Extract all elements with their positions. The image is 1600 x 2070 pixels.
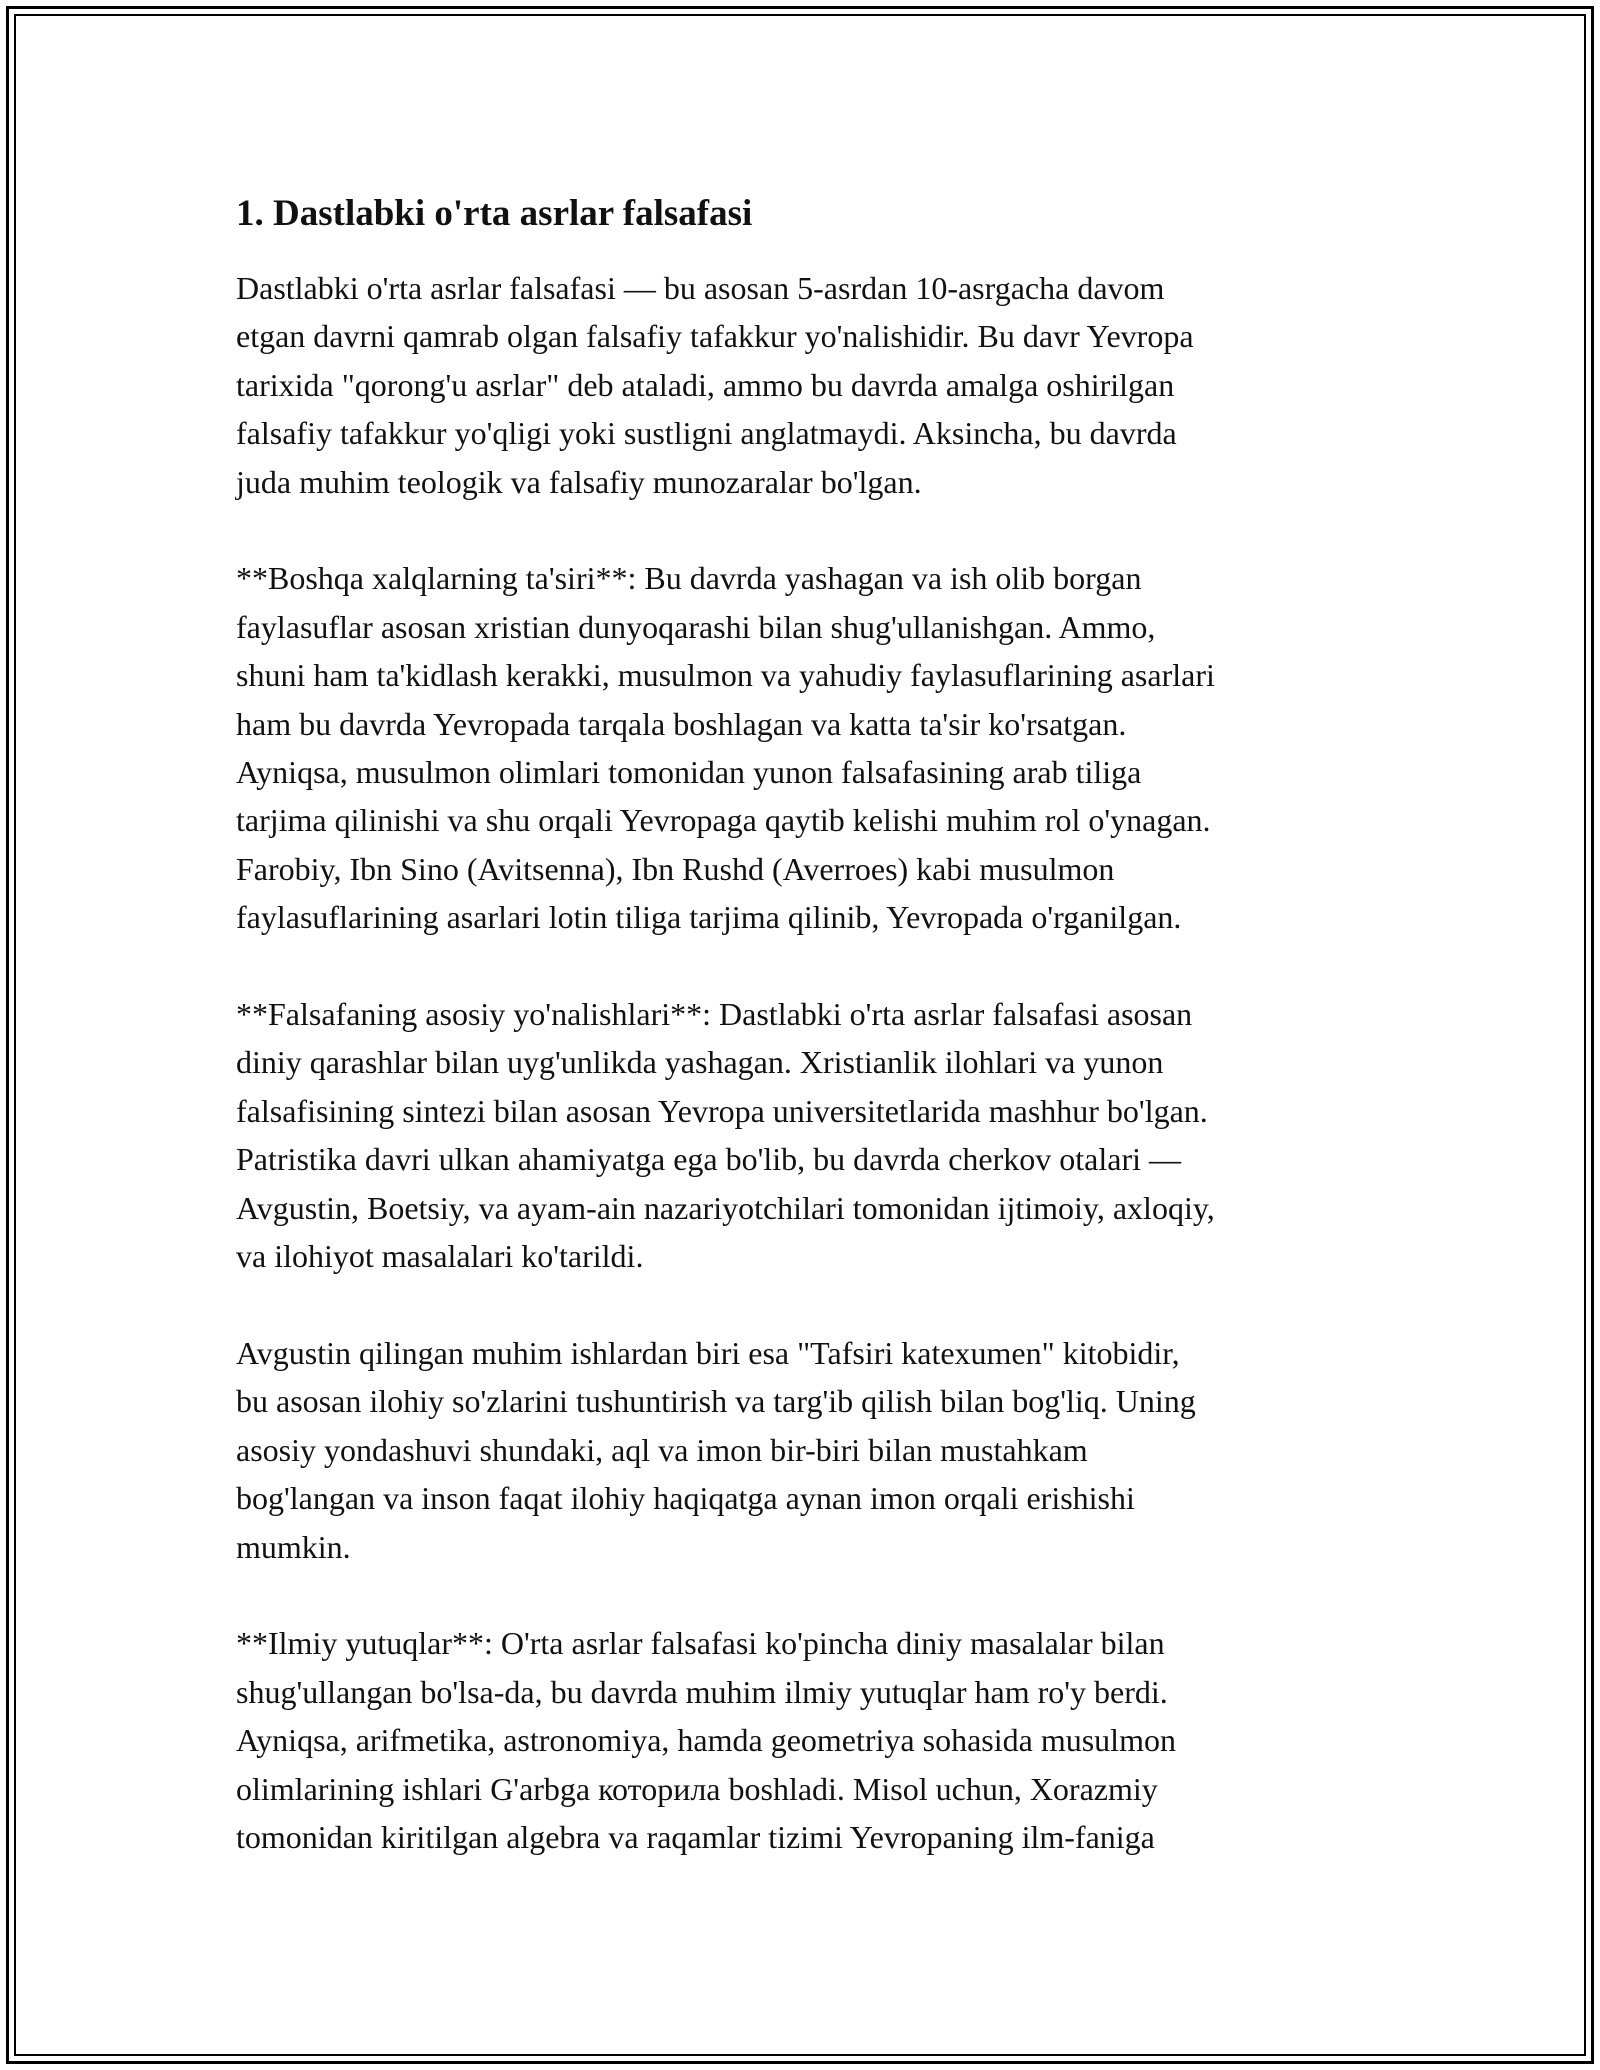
text-line: tarixida "qorong'u asrlar" deb ataladi, ammo bu davrda amalga oshirilgan: [236, 366, 1175, 403]
text-line: Patristika davri ulkan ahamiyatga ega bo'lib, bu davrda cherkov otalari —: [236, 1141, 1182, 1178]
text-line: tarjima qilinishi va shu orqali Yevropaga qaytib kelishi muhim rol o'ynagan.: [236, 802, 1211, 839]
text-line: Avgustin qilingan muhim ishlardan biri esa "Tafsiri katexumen" kitobidir,: [236, 1334, 1180, 1371]
text-line: va ilohiyot masalalari ko'tarildi.: [236, 1238, 644, 1275]
text-line: falsafisining sintezi bilan asosan Yevropa universitetlarida mashhur bo'lgan.: [236, 1092, 1208, 1129]
text-line: **Falsafaning asosiy yo'nalishlari**: Dastlabki o'rta asrlar falsafasi asosan: [236, 996, 1193, 1033]
text-line: faylasuflarining asarlari lotin tiliga tarjima qilinib, Yevropada o'rganilgan.: [236, 899, 1182, 936]
text-line: **Boshqa xalqlarning ta'siri**: Bu davrda yashagan va ish olib borgan: [236, 560, 1142, 597]
text-line: Avgustin, Boetsiy, va ayam-ain nazariyotchilari tomonidan ijtimoiy, axloqiy,: [236, 1189, 1215, 1226]
text-line: olimlarining ishlari G'arbga которила boshladi. Misol uchun, Xorazmiy: [236, 1770, 1158, 1807]
paragraph-scientific-achievements: [236, 1619, 1376, 1861]
text-line: bu asosan ilohiy so'zlarini tushuntirish va targ'ib qilish bilan bog'liq. Uning: [236, 1383, 1196, 1420]
paragraph-augustine: [236, 1329, 1376, 1571]
text-line: bog'langan va inson faqat ilohiy haqiqatga aynan imon orqali erishishi: [236, 1480, 1135, 1517]
paragraph-intro: [236, 264, 1376, 506]
text-line: shug'ullangan bo'lsa-da, bu davrda muhim ilmiy yutuqlar ham ro'y berdi.: [236, 1673, 1168, 1710]
text-line: faylasuflar asosan xristian dunyoqarashi bilan shug'ullanishgan. Ammo,: [236, 608, 1156, 645]
text-line: Ayniqsa, musulmon olimlari tomonidan yunon falsafasining arab tiliga: [236, 754, 1142, 791]
text-line: asosiy yondashuvi shundaki, aql va imon bir-biri bilan mustahkam: [236, 1431, 1088, 1468]
document-page: [236, 186, 1376, 1910]
text-line: etgan davrni qamrab olgan falsafiy tafakkur yo'nalishidir. Bu davr Yevropa: [236, 318, 1194, 355]
text-line: mumkin.: [236, 1528, 351, 1565]
paragraph-other-peoples-influence: [236, 554, 1376, 941]
paragraph-main-directions: [236, 990, 1376, 1280]
text-line: juda muhim teologik va falsafiy munozaralar bo'lgan.: [236, 463, 922, 500]
text-line: tomonidan kiritilgan algebra va raqamlar tizimi Yevropaning ilm-faniga: [236, 1818, 1155, 1855]
text-line: falsafiy tafakkur yo'qligi yoki sustligni anglatmaydi. Aksincha, bu davrda: [236, 415, 1177, 452]
text-line: Farobiy, Ibn Sino (Avitsenna), Ibn Rushd (Averroes) kabi musulmon: [236, 850, 1115, 887]
section-heading: 1. Dastlabki o'rta asrlar falsafasi: [236, 193, 753, 234]
text-line: Ayniqsa, arifmetika, astronomiya, hamda geometriya sohasida musulmon: [236, 1722, 1176, 1759]
text-line: **Ilmiy yutuqlar**: O'rta asrlar falsafasi ko'pincha diniy masalalar bilan: [236, 1625, 1165, 1662]
text-line: diniy qarashlar bilan uyg'unlikda yashagan. Xristianlik ilohlari va yunon: [236, 1044, 1164, 1081]
text-line: shuni ham ta'kidlash kerakki, musulmon va yahudiy faylasuflarining asarlari: [236, 657, 1215, 694]
text-line: Dastlabki o'rta asrlar falsafasi — bu asosan 5-asrdan 10-asrgacha davom: [236, 270, 1165, 306]
text-line: ham bu davrda Yevropada tarqala boshlagan va katta ta'sir ko'rsatgan.: [236, 705, 1127, 742]
